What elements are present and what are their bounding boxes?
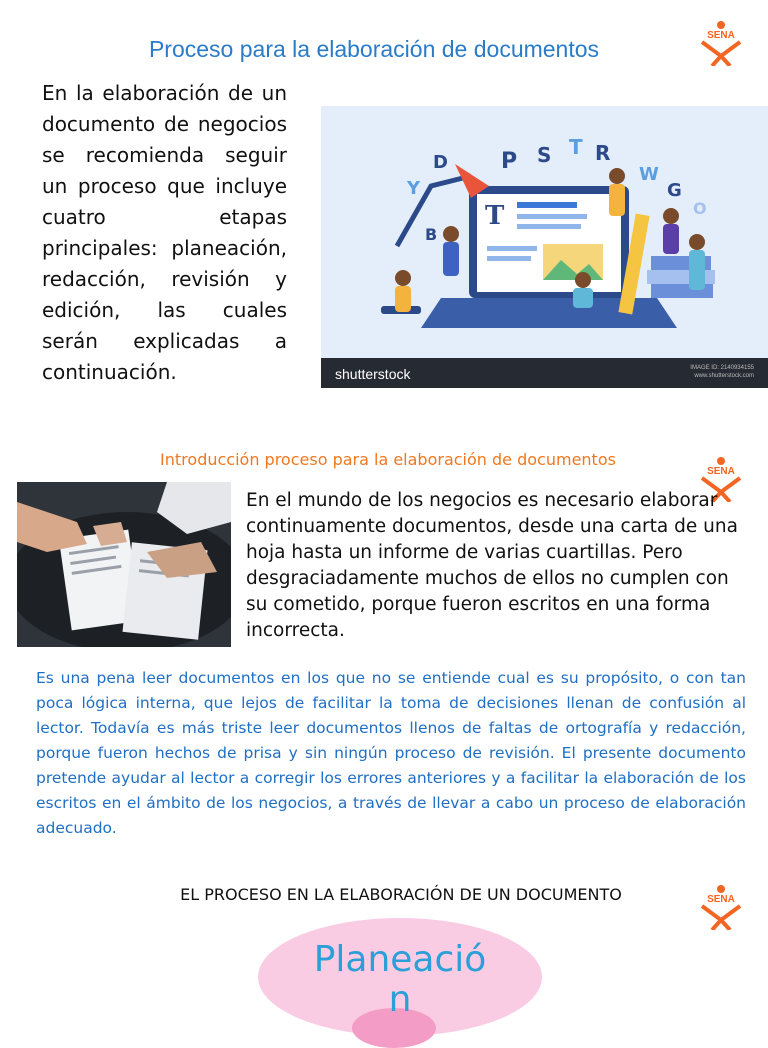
floating-letter: G (667, 180, 682, 201)
section-title-intro: Introducción proceso para la elaboración de documentos (160, 450, 616, 469)
floating-letter: S (537, 143, 552, 167)
page-title: Proceso para la elaboración de documentos (148, 36, 600, 62)
image-id (690, 364, 754, 380)
floating-letter: T (569, 135, 583, 159)
body-paragraph-blue: Es una pena leer documentos en los que no se entiende cual es su propósito, o con tan poca lógica interna, que lejos de facilitar la toma de decisiones llenan de confusión al lector. Todavía es más triste leer documentos llenos de faltas de ortografía y redacción, porque fueron hechos de prisa y sin ningún proceso de revisión. El presente documento pretende ayudar al lector a corregir los errores anteriores y a facilitar la elaboración de los escritos en el ámbito de los negocios, a través de llevar a cabo un proceso de elaboración adecuado. (36, 669, 746, 837)
photo-documents-hands (17, 482, 231, 647)
sena-logo-text: SENA (707, 466, 735, 477)
intro-paragraph: En la elaboración de un documento de negocios se recomienda seguir un proceso que incluye cuatro etapas principales: planeación, redacción, revisión y edición, las cuales serán explicadas a continuación. (42, 81, 287, 384)
section-title-process: EL PROCESO EN LA ELABORACIÓN DE UN DOCUMENTO (180, 885, 622, 904)
floating-letter: O (693, 199, 707, 218)
stage-label-planeacion: Planeación (313, 939, 487, 1020)
sena-logo-text: SENA (707, 30, 735, 41)
floating-letter: Y (407, 178, 421, 199)
documents-photo (17, 482, 231, 647)
floating-letter: D (433, 152, 448, 173)
shutterstock-watermark: shutterstock (335, 366, 411, 382)
intro-paragraph-business: En el mundo de los negocios es necesario elaborar continuamente documentos, desde una carta de una hoja hasta un informe de varias cuartillas. Pero desgraciadamente muchos de ellos no cumplen con su cometido, porque fueron escritos en una forma incorrecta. (246, 490, 738, 641)
image-id-number: IMAGE ID: 2140934155 (690, 365, 754, 371)
illustration-document-writing (321, 106, 768, 388)
floating-letter: B (425, 225, 438, 244)
sena-logo-text: SENA (707, 894, 735, 905)
sena-logo-icon (696, 20, 746, 66)
sena-logo-icon (696, 884, 746, 930)
floating-letter: W (639, 164, 659, 185)
laptop-illustration (321, 106, 768, 358)
sena-logo (696, 20, 746, 66)
floating-letter: P (501, 149, 518, 174)
sena-logo (696, 884, 746, 930)
image-id-site: www.shutterstock.com (694, 373, 754, 379)
floating-letter: R (595, 141, 611, 165)
floating-letter: T (485, 201, 505, 231)
